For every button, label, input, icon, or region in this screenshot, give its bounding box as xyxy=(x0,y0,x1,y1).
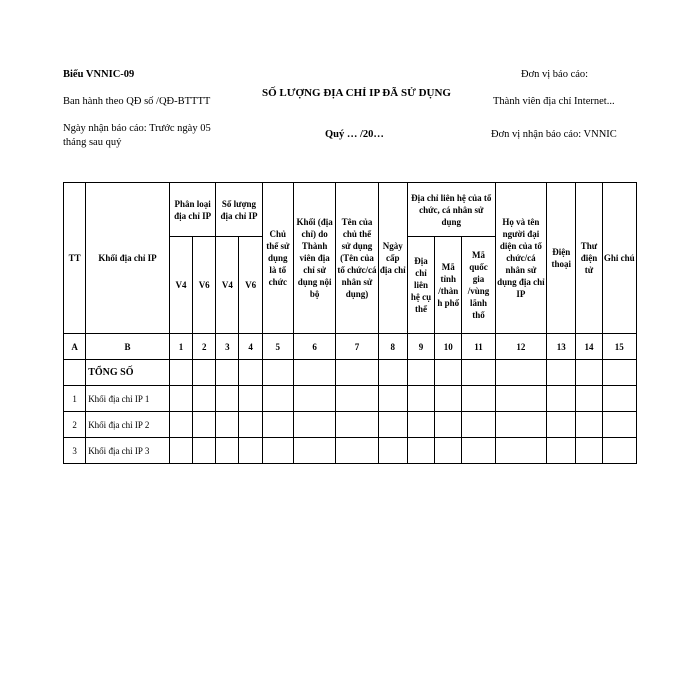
total-label: TỔNG SỐ xyxy=(86,360,170,386)
index-cell: 15 xyxy=(602,334,636,360)
index-cell: 5 xyxy=(262,334,293,360)
index-cell: 1 xyxy=(169,334,192,360)
header-tt: TT xyxy=(64,183,86,334)
header-representative: Họ và tên người đại diện của tổ chức/cá nhân sử dụng địa chỉ IP xyxy=(495,183,546,334)
row-block-name: Khối địa chỉ IP 2 xyxy=(86,412,170,438)
header-phone: Điện thoại xyxy=(547,183,576,334)
header-owner: Chủ thể sử dụng là tổ chức xyxy=(262,183,293,334)
header-email: Thư điện tử xyxy=(576,183,602,334)
table-row xyxy=(64,386,637,412)
header-type-v6: V6 xyxy=(193,237,216,334)
row-block-name: Khối địa chỉ IP 3 xyxy=(86,438,170,464)
row-number: 3 xyxy=(64,438,86,464)
index-cell: 3 xyxy=(216,334,239,360)
received-date-note: Ngày nhận báo cáo: Trước ngày 05 tháng sau quý xyxy=(63,123,211,148)
report-table xyxy=(63,182,637,464)
form-code: Biểu VNNIC-09 xyxy=(63,69,135,80)
index-cell: A xyxy=(64,334,86,360)
index-cell: 7 xyxy=(336,334,378,360)
header-type-v4: V4 xyxy=(169,237,192,334)
header-date: Ngày cấp địa chỉ xyxy=(378,183,407,334)
table-row xyxy=(64,412,637,438)
page-title: SỐ LƯỢNG ĐỊA CHỈ IP ĐÃ SỬ DỤNG xyxy=(262,87,451,99)
header-contact-group: Địa chỉ liên hệ của tổ chức, cá nhân sử dụng xyxy=(407,183,495,237)
header-type-group: Phân loại địa chỉ IP xyxy=(169,183,215,237)
header-country-code: Mã quốc gia /vùng lãnh thổ xyxy=(462,237,495,334)
header-user-name: Tên của chủ thể sử dụng (Tên của tổ chức/cá nhân sử dụng) xyxy=(336,183,378,334)
header-province-code: Mã tỉnh /thành phố xyxy=(435,237,462,334)
index-cell: B xyxy=(86,334,170,360)
index-cell: 4 xyxy=(239,334,262,360)
table-row xyxy=(64,438,637,464)
index-cell: 8 xyxy=(378,334,407,360)
index-cell: 13 xyxy=(547,334,576,360)
index-cell: 14 xyxy=(576,334,602,360)
header-count-v6: V6 xyxy=(239,237,262,334)
header-note: Ghi chú xyxy=(602,183,636,334)
index-cell: 11 xyxy=(462,334,495,360)
index-cell: 9 xyxy=(407,334,434,360)
index-cell: 2 xyxy=(193,334,216,360)
total-row xyxy=(64,360,637,386)
index-row xyxy=(64,334,637,360)
receiving-unit: Đơn vị nhận báo cáo: VNNIC xyxy=(491,129,617,140)
index-cell: 6 xyxy=(293,334,335,360)
header-member-block: Khối (địa chỉ) do Thành viên địa chỉ sử dụng nội bộ xyxy=(293,183,335,334)
header-contact-address: Địa chỉ liên hệ cụ thể xyxy=(407,237,434,334)
index-cell: 12 xyxy=(495,334,546,360)
row-block-name: Khối địa chỉ IP 1 xyxy=(86,386,170,412)
issued-by: Ban hành theo QĐ số /QĐ-BTTTT xyxy=(63,96,211,107)
quarter-label: Quý … /20… xyxy=(325,129,384,140)
member-unit: Thành viên địa chỉ Internet... xyxy=(493,96,615,107)
header-count-v4: V4 xyxy=(216,237,239,334)
header-count-group: Số lượng địa chỉ IP xyxy=(216,183,262,237)
header-block: Khối địa chỉ IP xyxy=(86,183,170,334)
reporting-unit: Đơn vị báo cáo: xyxy=(521,69,589,80)
index-cell: 10 xyxy=(435,334,462,360)
row-number: 2 xyxy=(64,412,86,438)
row-number: 1 xyxy=(64,386,86,412)
